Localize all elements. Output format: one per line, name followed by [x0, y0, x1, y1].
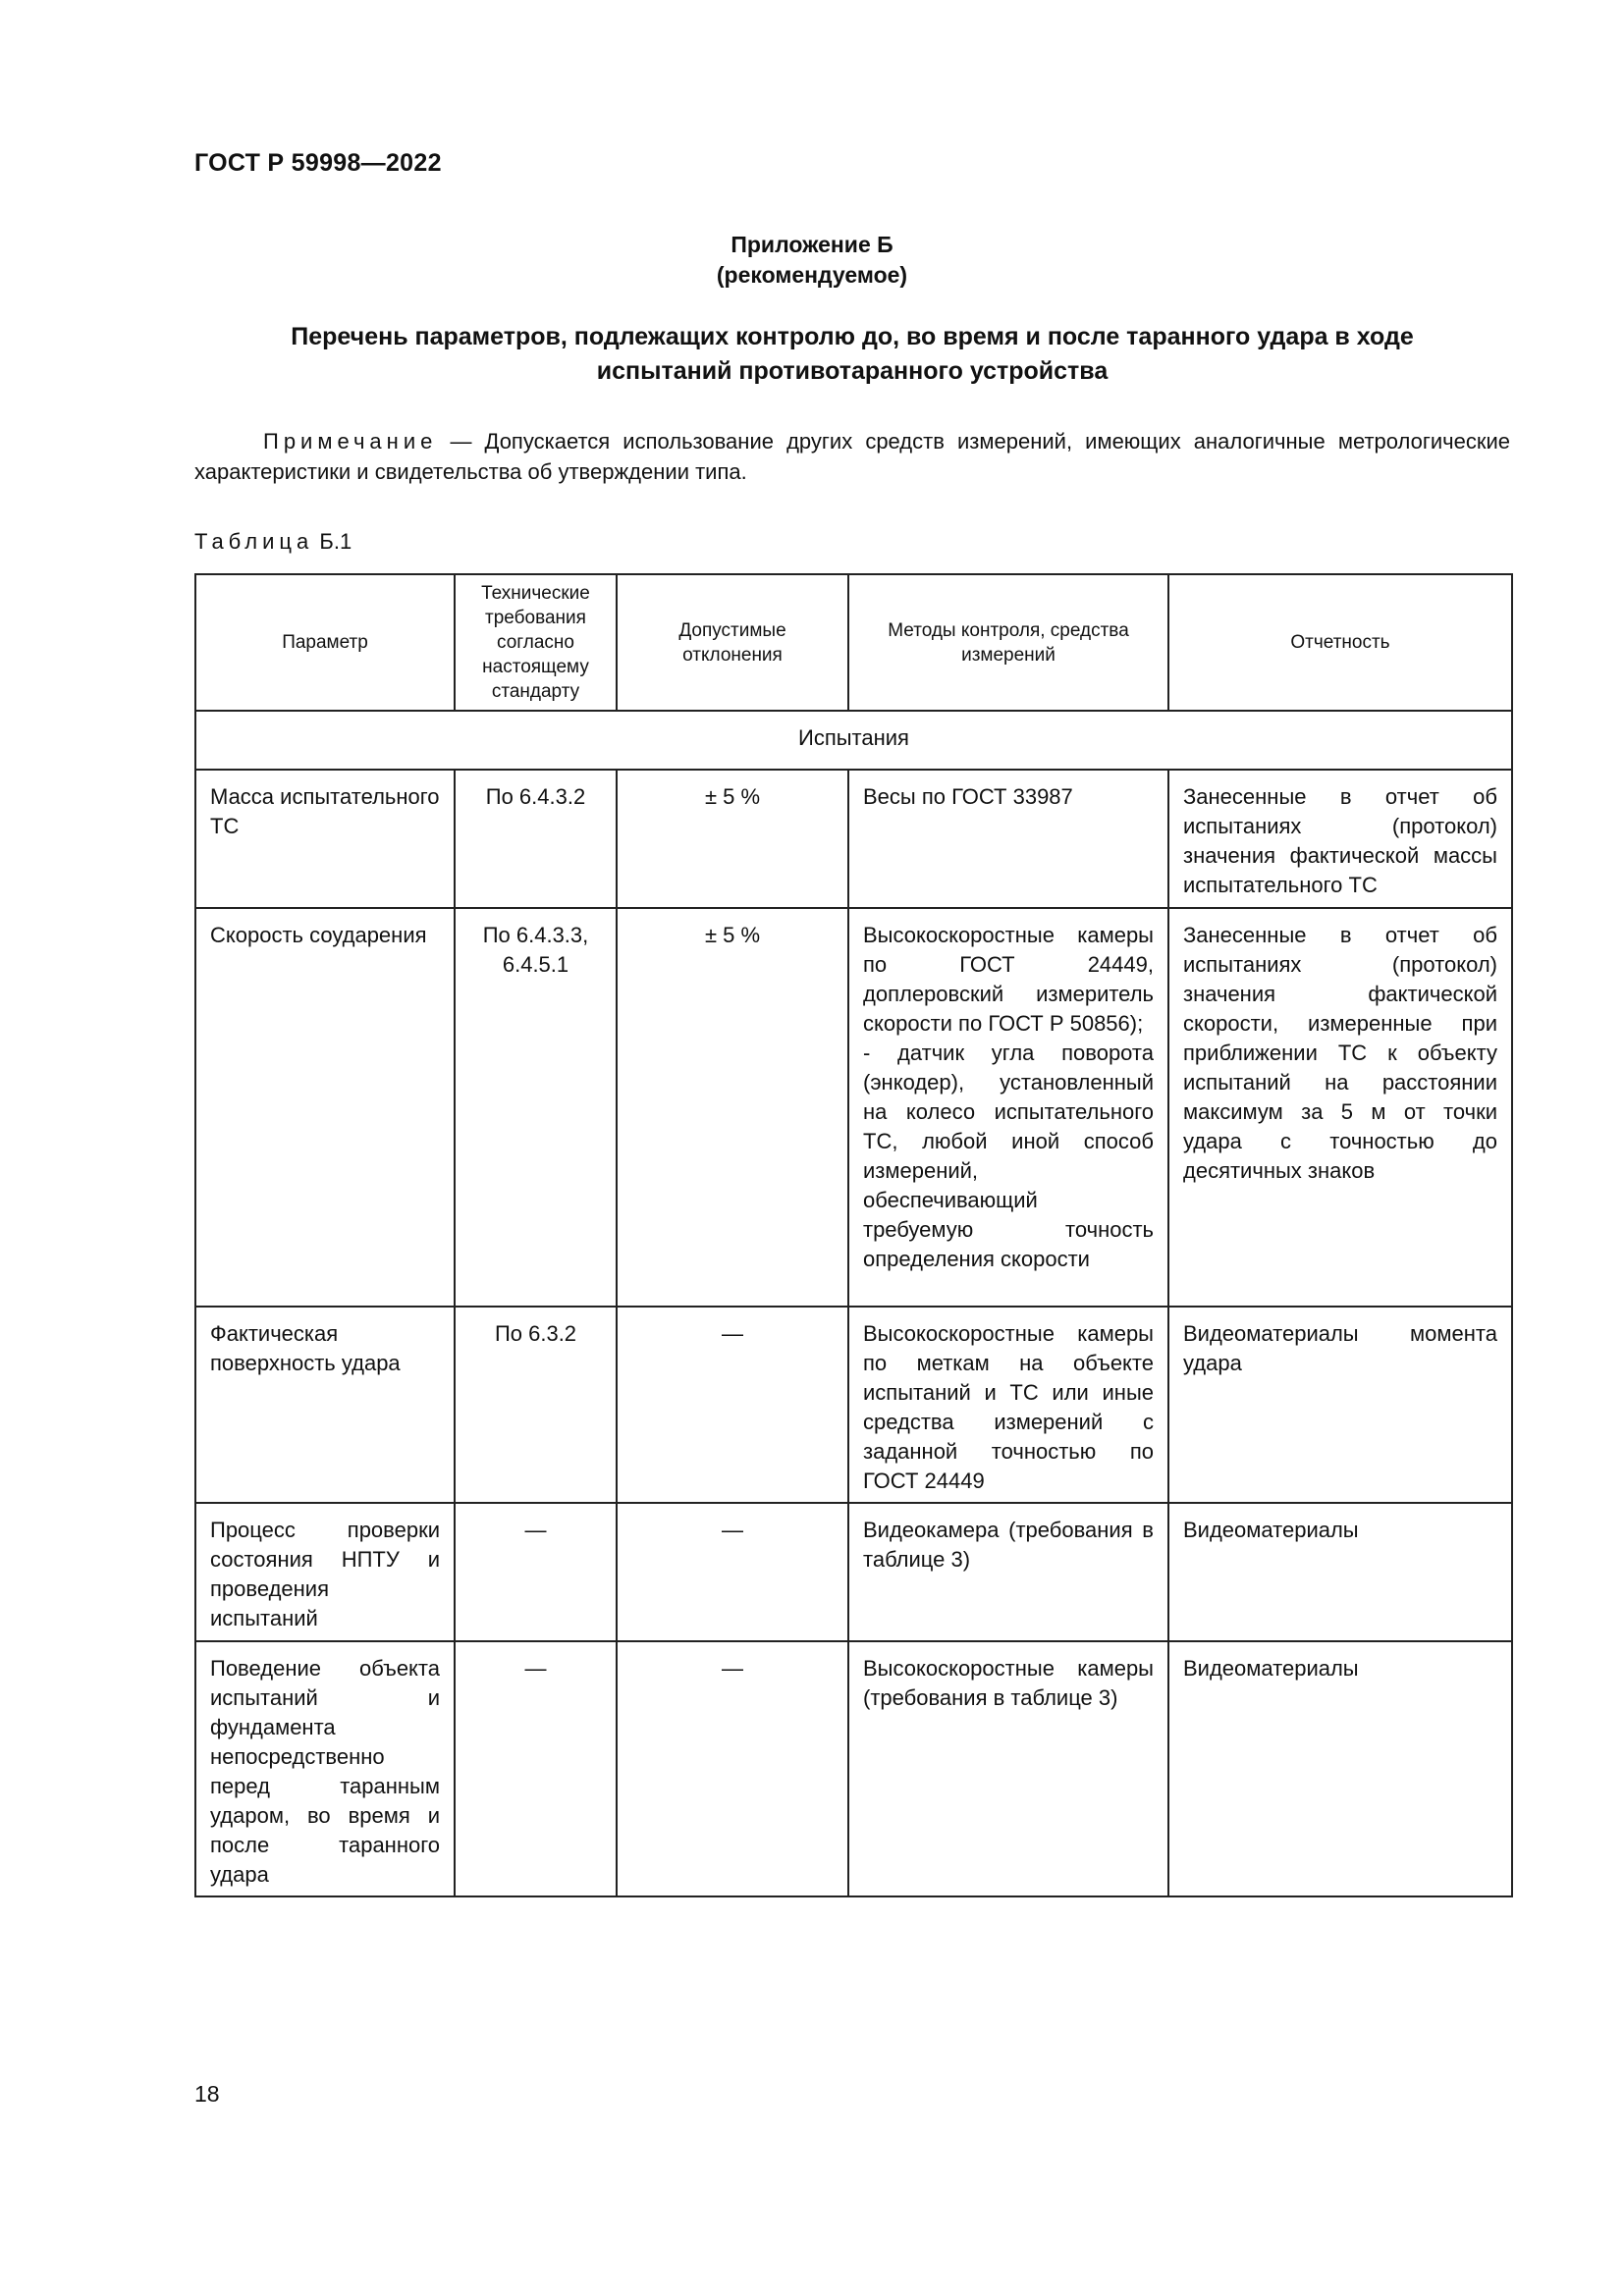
table-caption-number: Б.1: [319, 529, 352, 554]
column-header: Параметр: [195, 574, 455, 711]
note-paragraph: [194, 426, 1510, 487]
cell-deviation: —: [617, 1503, 848, 1641]
column-header: Допустимые отклонения: [617, 574, 848, 711]
page-number: 18: [194, 2081, 220, 2107]
table-row: [195, 1503, 1512, 1641]
cell-deviation: —: [617, 1307, 848, 1503]
cell-method: Видеокамера (требования в таблице 3): [848, 1503, 1168, 1641]
page-title: [194, 320, 1510, 389]
cell-deviation: ± 5 %: [617, 908, 848, 1307]
table-row: [195, 1641, 1512, 1896]
appendix-heading: [0, 230, 1624, 291]
cell-parameter: Скорость соударения: [195, 908, 455, 1307]
table-header-row: [195, 574, 1512, 711]
cell-deviation: ± 5 %: [617, 770, 848, 908]
cell-parameter: Масса испытательного ТС: [195, 770, 455, 908]
table-section-row: [195, 711, 1512, 770]
cell-report: Видеоматериалы: [1168, 1641, 1512, 1896]
document-code: ГОСТ Р 59998—2022: [194, 149, 442, 177]
cell-requirement: —: [455, 1641, 617, 1896]
cell-requirement: —: [455, 1503, 617, 1641]
column-header: Технические требования согласно настоящему стандарту: [455, 574, 617, 711]
page-title-line-2: испытаний противотаранного устройства: [596, 357, 1109, 385]
cell-parameter: Процесс проверки состояния НПТУ и проведения испытаний: [195, 1503, 455, 1641]
cell-method: Высокоскоростные камеры по ГОСТ 24449, доплеровский измеритель скорости по ГОСТ Р 50856); - датчик угла поворота (энкодер), установленный на колесо испытательного ТС, любой иной способ измерений, обеспечивающий требуемую точность определения скорости: [848, 908, 1168, 1307]
cell-parameter: Поведение объекта испытаний и фундамента непосредственно перед таранным ударом, во время и после таранного удара: [195, 1641, 455, 1896]
parameters-table: [194, 573, 1513, 1897]
cell-parameter: Фактическая поверхность удара: [195, 1307, 455, 1503]
cell-deviation: —: [617, 1641, 848, 1896]
cell-report: Видеоматериалы: [1168, 1503, 1512, 1641]
note-label: Примечание: [263, 429, 438, 454]
table-row: [195, 1307, 1512, 1503]
table-caption-label: Таблица: [194, 529, 314, 554]
table-row: [195, 770, 1512, 908]
cell-requirement: По 6.4.3.2: [455, 770, 617, 908]
column-header: Методы контроля, средства измерений: [848, 574, 1168, 711]
cell-requirement: По 6.3.2: [455, 1307, 617, 1503]
cell-method: Высокоскоростные камеры по меткам на объекте испытаний и ТС или иные средства измерений с заданной точностью по ГОСТ 24449: [848, 1307, 1168, 1503]
appendix-status: (рекомендуемое): [716, 262, 908, 288]
section-label: Испытания: [195, 711, 1512, 770]
cell-report: Занесенные в отчет об испытаниях (протокол) значения фактической массы испытательного ТС: [1168, 770, 1512, 908]
cell-method: Высокоскоростные камеры (требования в таблице 3): [848, 1641, 1168, 1896]
cell-requirement: По 6.4.3.3, 6.4.5.1: [455, 908, 617, 1307]
table-row: [195, 908, 1512, 1307]
page-title-line-1: Перечень параметров, подлежащих контролю до, во время и после таранного удара в ходе: [291, 323, 1414, 350]
appendix-label: Приложение Б: [731, 232, 893, 257]
note-text: — Допускается использование других средств измерений, имеющих аналогичные метрологические характеристики и свидетельства об утверждении типа.: [194, 429, 1510, 484]
table-caption: [194, 529, 352, 555]
cell-method: Весы по ГОСТ 33987: [848, 770, 1168, 908]
cell-report: Занесенные в отчет об испытаниях (протокол) значения фактической скорости, измеренные при приближении ТС к объекту испытаний на расстоянии максимум за 5 м от точки удара с точностью до десятичных знаков: [1168, 908, 1512, 1307]
cell-report: Видеоматериалы момента удара: [1168, 1307, 1512, 1503]
column-header: Отчетность: [1168, 574, 1512, 711]
